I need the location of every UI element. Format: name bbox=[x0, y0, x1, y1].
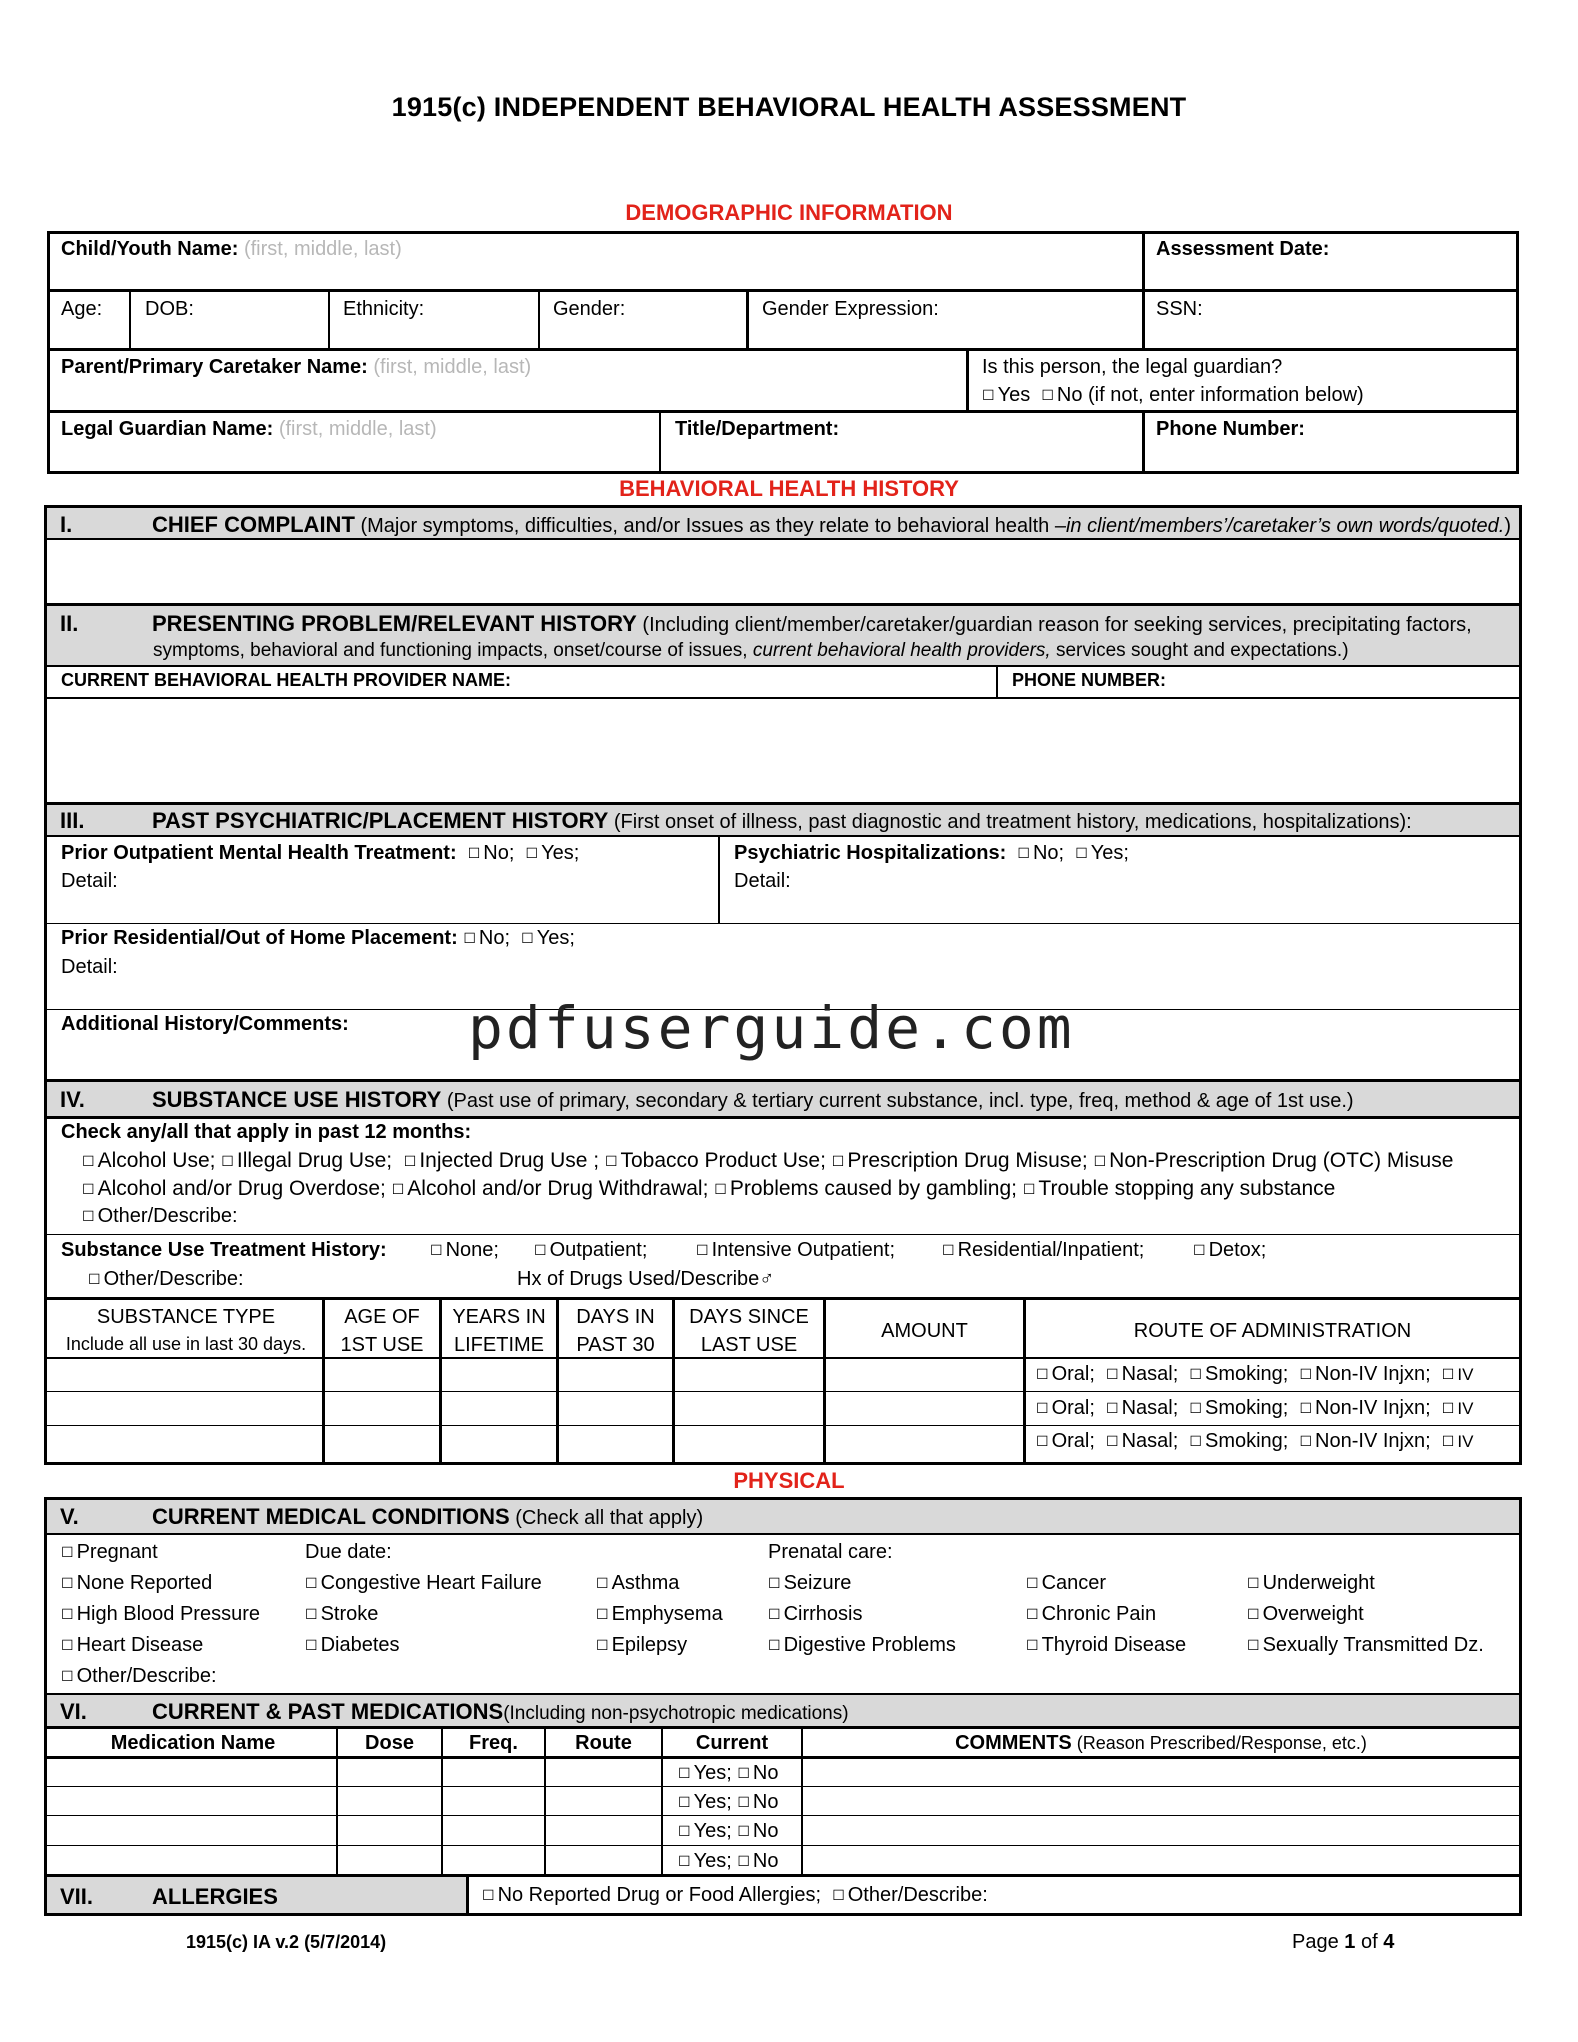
substance-options-row1[interactable]: ☐ Alcohol Use; ☐ Illegal Drug Use; ☐ Injected Drug Use ; ☐ Tobacco Product Use; ☐ Prescription Drug Misuse; ☐ Non-Prescription Drug (OTC) Misuse bbox=[82, 1149, 1454, 1172]
section-physical-title: PHYSICAL bbox=[733, 1468, 845, 1493]
checkbox-icon: ☐ bbox=[1106, 1367, 1119, 1383]
checkbox-icon: ☐ bbox=[1299, 1367, 1313, 1383]
condition-emphysema[interactable]: ☐ Emphysema bbox=[596, 1603, 723, 1625]
checkbox-icon: ☐ bbox=[604, 1154, 618, 1170]
col-years-lifetime-b: LIFETIME bbox=[453, 1334, 544, 1356]
checkbox-icon: ☐ bbox=[1299, 1401, 1313, 1417]
checkbox-icon: ☐ bbox=[305, 1638, 318, 1654]
checkbox-icon: ☐ bbox=[832, 1888, 845, 1904]
checkbox-icon: ☐ bbox=[1189, 1367, 1202, 1383]
condition-std[interactable]: ☐ Sexually Transmitted Dz. bbox=[1247, 1634, 1484, 1656]
condition-seizure[interactable]: ☐ Seizure bbox=[768, 1572, 852, 1594]
psychiatric-hosp-field[interactable]: Psychiatric Hospitalizations: ☐ No; ☐ Yes; bbox=[734, 842, 1129, 864]
checkbox-icon: ☐ bbox=[678, 1766, 691, 1782]
col-age-first-use-b: 1ST USE bbox=[340, 1334, 424, 1356]
checkbox-icon: ☐ bbox=[831, 1154, 845, 1170]
past-12-months-label: Check any/all that apply in past 12 months: bbox=[61, 1121, 472, 1143]
allergies-options[interactable]: ☐ No Reported Drug or Food Allergies; ☐ Other/Describe: bbox=[482, 1884, 988, 1906]
prenatal-care-field[interactable]: Prenatal care: bbox=[768, 1541, 893, 1563]
provider-phone-field[interactable]: PHONE NUMBER: bbox=[1012, 670, 1167, 690]
additional-history-field[interactable]: Additional History/Comments: bbox=[61, 1013, 349, 1035]
condition-diabetes[interactable]: ☐ Diabetes bbox=[305, 1634, 400, 1656]
condition-stroke[interactable]: ☐ Stroke bbox=[305, 1603, 379, 1625]
section-behavioral-title: BEHAVIORAL HEALTH HISTORY bbox=[619, 476, 959, 501]
col-days-past-30: DAYS IN bbox=[576, 1306, 655, 1328]
col-comments: COMMENTS (Reason Prescribed/Response, etc.) bbox=[955, 1732, 1367, 1754]
drugs-used-field[interactable]: Hx of Drugs Used/Describe♂ bbox=[517, 1268, 775, 1290]
dob-field[interactable]: DOB: bbox=[145, 298, 194, 320]
checkbox-icon: ☐ bbox=[305, 1576, 318, 1592]
condition-cancer[interactable]: ☐ Cancer bbox=[1026, 1572, 1107, 1594]
checkbox-icon: ☐ bbox=[61, 1669, 74, 1685]
checkbox-icon: ☐ bbox=[678, 1854, 691, 1870]
condition-asthma[interactable]: ☐ Asthma bbox=[596, 1572, 680, 1594]
checkbox-icon: ☐ bbox=[467, 846, 481, 862]
checkbox-icon: ☐ bbox=[482, 1888, 495, 1904]
condition-underweight[interactable]: ☐ Underweight bbox=[1247, 1572, 1375, 1594]
checkbox-icon: ☐ bbox=[1247, 1576, 1260, 1592]
hosp-detail-field[interactable]: Detail: bbox=[734, 870, 791, 892]
condition-overweight[interactable]: ☐ Overweight bbox=[1247, 1603, 1364, 1625]
due-date-field[interactable]: Due date: bbox=[305, 1541, 392, 1563]
prior-outpatient-field[interactable]: Prior Outpatient Mental Health Treatment: ☐ No; ☐ Yes; bbox=[61, 842, 580, 864]
checkbox-icon: ☐ bbox=[463, 931, 476, 947]
checkbox-icon: ☐ bbox=[82, 1154, 95, 1170]
child-name-field[interactable]: Child/Youth Name: (first, middle, last) bbox=[61, 238, 402, 260]
checkbox-icon: ☐ bbox=[596, 1576, 609, 1592]
checkbox-icon: ☐ bbox=[737, 1795, 750, 1811]
route-options-row1[interactable]: ☐ Oral; ☐ Nasal; ☐ Smoking; ☐ Non-IV Injxn; ☐ IV bbox=[1036, 1363, 1474, 1385]
current-yes-no-row3[interactable]: ☐ Yes; ☐ No bbox=[678, 1820, 779, 1842]
current-yes-no-row2[interactable]: ☐ Yes; ☐ No bbox=[678, 1791, 779, 1813]
form-version: 1915(c) IA v.2 (5/7/2014) bbox=[186, 1932, 387, 1952]
condition-cirrhosis[interactable]: ☐ Cirrhosis bbox=[768, 1603, 863, 1625]
checkbox-icon: ☐ bbox=[1441, 1434, 1455, 1450]
substance-options-row2[interactable]: ☐ Alcohol and/or Drug Overdose; ☐ Alcohol and/or Drug Withdrawal; ☐ Problems caused by gambling; ☐ Trouble stopping any substance bbox=[82, 1177, 1336, 1200]
checkbox-icon: ☐ bbox=[737, 1824, 750, 1840]
condition-chf[interactable]: ☐ Congestive Heart Failure bbox=[305, 1572, 542, 1594]
checkbox-icon: ☐ bbox=[768, 1638, 781, 1654]
checkbox-icon: ☐ bbox=[1193, 1243, 1206, 1259]
checkbox-icon: ☐ bbox=[1026, 1576, 1039, 1592]
condition-heart-disease[interactable]: ☐ Heart Disease bbox=[61, 1634, 204, 1656]
checkbox-icon: ☐ bbox=[714, 1182, 727, 1198]
col-substance-type: SUBSTANCE TYPE bbox=[96, 1306, 276, 1328]
checkbox-icon: ☐ bbox=[82, 1182, 95, 1198]
checkbox-icon: ☐ bbox=[82, 1209, 95, 1225]
col-dose: Dose bbox=[365, 1732, 414, 1754]
checkbox-icon: ☐ bbox=[942, 1243, 955, 1259]
provider-name-field[interactable]: CURRENT BEHAVIORAL HEALTH PROVIDER NAME: bbox=[61, 670, 512, 690]
condition-other[interactable]: ☐ Other/Describe: bbox=[61, 1665, 217, 1687]
checkbox-icon: ☐ bbox=[1189, 1434, 1202, 1450]
treatment-option-intensive[interactable]: ☐ Intensive Outpatient; bbox=[696, 1239, 896, 1261]
checkbox-icon: ☐ bbox=[1247, 1607, 1260, 1623]
presenting-problem-header: II. PRESENTING PROBLEM/RELEVANT HISTORY (Including client/member/caretaker/guardian reason for seeking services, precipitating factors, bbox=[60, 611, 1472, 636]
checkbox-icon: ☐ bbox=[1106, 1434, 1119, 1450]
chief-complaint-input[interactable] bbox=[47, 540, 1519, 603]
treatment-option-residential[interactable]: ☐ Residential/Inpatient; bbox=[942, 1239, 1145, 1261]
checkbox-icon: ☐ bbox=[1441, 1367, 1455, 1383]
age-field[interactable]: Age: bbox=[61, 298, 103, 320]
checkbox-icon: ☐ bbox=[596, 1638, 609, 1654]
checkbox-icon: ☐ bbox=[1026, 1607, 1039, 1623]
condition-epilepsy[interactable]: ☐ Epilepsy bbox=[596, 1634, 688, 1656]
checkbox-icon: ☐ bbox=[521, 931, 534, 947]
page-number: Page 1 of 4 bbox=[1292, 1931, 1395, 1953]
col-years-lifetime: YEARS IN bbox=[452, 1306, 546, 1328]
col-freq: Freq. bbox=[469, 1732, 518, 1754]
checkbox-icon: ☐ bbox=[1247, 1638, 1260, 1654]
checkbox-icon: ☐ bbox=[430, 1243, 443, 1259]
allergies-header: VII. ALLERGIES bbox=[60, 1884, 278, 1909]
checkbox-icon: ☐ bbox=[1189, 1401, 1202, 1417]
checkbox-icon: ☐ bbox=[61, 1638, 74, 1654]
ethnicity-field[interactable]: Ethnicity: bbox=[343, 298, 425, 320]
checkbox-icon: ☐ bbox=[982, 388, 995, 404]
legal-guardian-question: Is this person, the legal guardian? bbox=[982, 356, 1283, 378]
checkbox-icon: ☐ bbox=[403, 1154, 417, 1170]
checkbox-icon: ☐ bbox=[678, 1824, 691, 1840]
checkbox-icon: ☐ bbox=[696, 1243, 709, 1259]
col-route: Route bbox=[575, 1732, 632, 1754]
condition-none-reported[interactable]: ☐ None Reported bbox=[61, 1572, 213, 1594]
assessment-date-field[interactable]: Assessment Date: bbox=[1156, 238, 1330, 260]
checkbox-icon: ☐ bbox=[1441, 1401, 1455, 1417]
col-age-first-use: AGE OF bbox=[344, 1306, 420, 1328]
checkbox-icon: ☐ bbox=[88, 1272, 101, 1288]
medical-conditions-header: V. CURRENT MEDICAL CONDITIONS (Check all that apply) bbox=[60, 1504, 704, 1529]
treatment-option-none[interactable]: ☐ None; bbox=[430, 1239, 499, 1261]
checkbox-icon: ☐ bbox=[391, 1182, 405, 1198]
checkbox-icon: ☐ bbox=[1106, 1401, 1119, 1417]
treatment-other-field[interactable]: ☐ Other/Describe: bbox=[88, 1268, 244, 1290]
gender-field[interactable]: Gender: bbox=[553, 298, 626, 320]
col-medication-name: Medication Name bbox=[110, 1732, 276, 1754]
checkbox-icon: ☐ bbox=[1299, 1434, 1313, 1450]
residential-detail-field[interactable]: Detail: bbox=[61, 956, 118, 978]
section-demographic-title: DEMOGRAPHIC INFORMATION bbox=[625, 200, 953, 225]
col-substance-type-sub: Include all use in last 30 days. bbox=[65, 1334, 307, 1354]
checkbox-icon: ☐ bbox=[305, 1607, 318, 1623]
checkbox-icon: ☐ bbox=[61, 1607, 74, 1623]
col-current: Current bbox=[695, 1732, 769, 1754]
col-route: ROUTE OF ADMINISTRATION bbox=[1133, 1320, 1412, 1342]
checkbox-icon: ☐ bbox=[1093, 1154, 1107, 1170]
chief-complaint-header: I. CHIEF COMPLAINT (Major symptoms, difficulties, and/or Issues as they relate to behavioral health –in client/members’/caretaker’s own words/quoted.) bbox=[60, 512, 1512, 537]
route-options-row2[interactable]: ☐ Oral; ☐ Nasal; ☐ Smoking; ☐ Non-IV Injxn; ☐ IV bbox=[1036, 1397, 1474, 1419]
checkbox-icon: ☐ bbox=[1036, 1434, 1049, 1450]
title-department-field[interactable]: Title/Department: bbox=[675, 418, 840, 440]
checkbox-icon: ☐ bbox=[768, 1576, 781, 1592]
checkbox-icon: ☐ bbox=[525, 846, 539, 862]
current-yes-no-row4[interactable]: ☐ Yes; ☐ No bbox=[678, 1850, 779, 1872]
checkbox-icon: ☐ bbox=[1017, 846, 1030, 862]
watermark: pdfuserguide.com bbox=[468, 994, 1075, 1062]
checkbox-icon: ☐ bbox=[1041, 388, 1054, 404]
checkbox-icon: ☐ bbox=[1036, 1367, 1049, 1383]
medications-header: VI. CURRENT & PAST MEDICATIONS(Including non-psychotropic medications) bbox=[60, 1699, 849, 1724]
condition-thyroid[interactable]: ☐ Thyroid Disease bbox=[1026, 1634, 1187, 1656]
condition-chronic-pain[interactable]: ☐ Chronic Pain bbox=[1026, 1603, 1157, 1625]
col-days-since-last-use: DAYS SINCE bbox=[689, 1306, 809, 1328]
guardian-phone-field[interactable]: Phone Number: bbox=[1156, 418, 1305, 440]
route-options-row3[interactable]: ☐ Oral; ☐ Nasal; ☐ Smoking; ☐ Non-IV Injxn; ☐ IV bbox=[1036, 1430, 1474, 1452]
checkbox-icon: ☐ bbox=[61, 1545, 74, 1561]
guardian-name-field[interactable]: Legal Guardian Name: (first, middle, last) bbox=[61, 418, 437, 440]
col-days-past-30-b: PAST 30 bbox=[576, 1334, 655, 1356]
parent-name-field[interactable]: Parent/Primary Caretaker Name: (first, middle, last) bbox=[61, 356, 532, 378]
current-yes-no-row1[interactable]: ☐ Yes; ☐ No bbox=[678, 1762, 779, 1784]
checkbox-icon: ☐ bbox=[678, 1795, 691, 1811]
gender-expression-field[interactable]: Gender Expression: bbox=[762, 298, 939, 320]
outpatient-detail-field[interactable]: Detail: bbox=[61, 870, 118, 892]
checkbox-icon: ☐ bbox=[737, 1766, 750, 1782]
treatment-option-outpatient[interactable]: ☐ Outpatient; bbox=[534, 1239, 648, 1261]
document-title: 1915(c) INDEPENDENT BEHAVIORAL HEALTH ASSESSMENT bbox=[391, 92, 1187, 122]
col-amount: AMOUNT bbox=[881, 1320, 968, 1342]
checkbox-icon: ☐ bbox=[1036, 1401, 1049, 1417]
checkbox-icon: ☐ bbox=[1075, 846, 1088, 862]
substance-other-field[interactable]: ☐ Other/Describe: bbox=[82, 1205, 238, 1227]
checkbox-icon: ☐ bbox=[737, 1854, 750, 1870]
prior-residential-field[interactable]: Prior Residential/Out of Home Placement: ☐ No; ☐ Yes; bbox=[61, 927, 575, 949]
col-days-since-last-use-b: LAST USE bbox=[700, 1334, 798, 1356]
presenting-problem-input[interactable] bbox=[47, 699, 1519, 802]
substance-use-header: IV. SUBSTANCE USE HISTORY (Past use of primary, secondary & tertiary current substance, incl. type, freq, method & age of 1st use.) bbox=[60, 1087, 1354, 1112]
treatment-option-detox[interactable]: ☐ Detox; bbox=[1193, 1239, 1267, 1261]
checkbox-icon: ☐ bbox=[61, 1576, 74, 1592]
psychiatric-history-header: III. PAST PSYCHIATRIC/PLACEMENT HISTORY (First onset of illness, past diagnostic and treatment history, medications, hospitalizations): bbox=[60, 808, 1412, 833]
presenting-problem-desc: symptoms, behavioral and functioning impacts, onset/course of issues, current behavioral health providers, services sought and expectations.) bbox=[153, 640, 1349, 661]
checkbox-icon: ☐ bbox=[1022, 1182, 1036, 1198]
checkbox-icon: ☐ bbox=[221, 1154, 234, 1170]
condition-digestive[interactable]: ☐ Digestive Problems bbox=[768, 1634, 956, 1656]
checkbox-icon: ☐ bbox=[534, 1243, 547, 1259]
treatment-history-label: Substance Use Treatment History: bbox=[61, 1239, 387, 1261]
ssn-field[interactable]: SSN: bbox=[1156, 298, 1203, 320]
checkbox-icon: ☐ bbox=[596, 1607, 609, 1623]
condition-high-blood-pressure[interactable]: ☐ High Blood Pressure bbox=[61, 1603, 260, 1625]
checkbox-icon: ☐ bbox=[768, 1607, 781, 1623]
condition-pregnant[interactable]: ☐ Pregnant bbox=[61, 1541, 158, 1563]
checkbox-icon: ☐ bbox=[1026, 1638, 1039, 1654]
legal-guardian-options[interactable]: ☐ Yes ☐ No (if not, enter information below) bbox=[982, 384, 1364, 406]
